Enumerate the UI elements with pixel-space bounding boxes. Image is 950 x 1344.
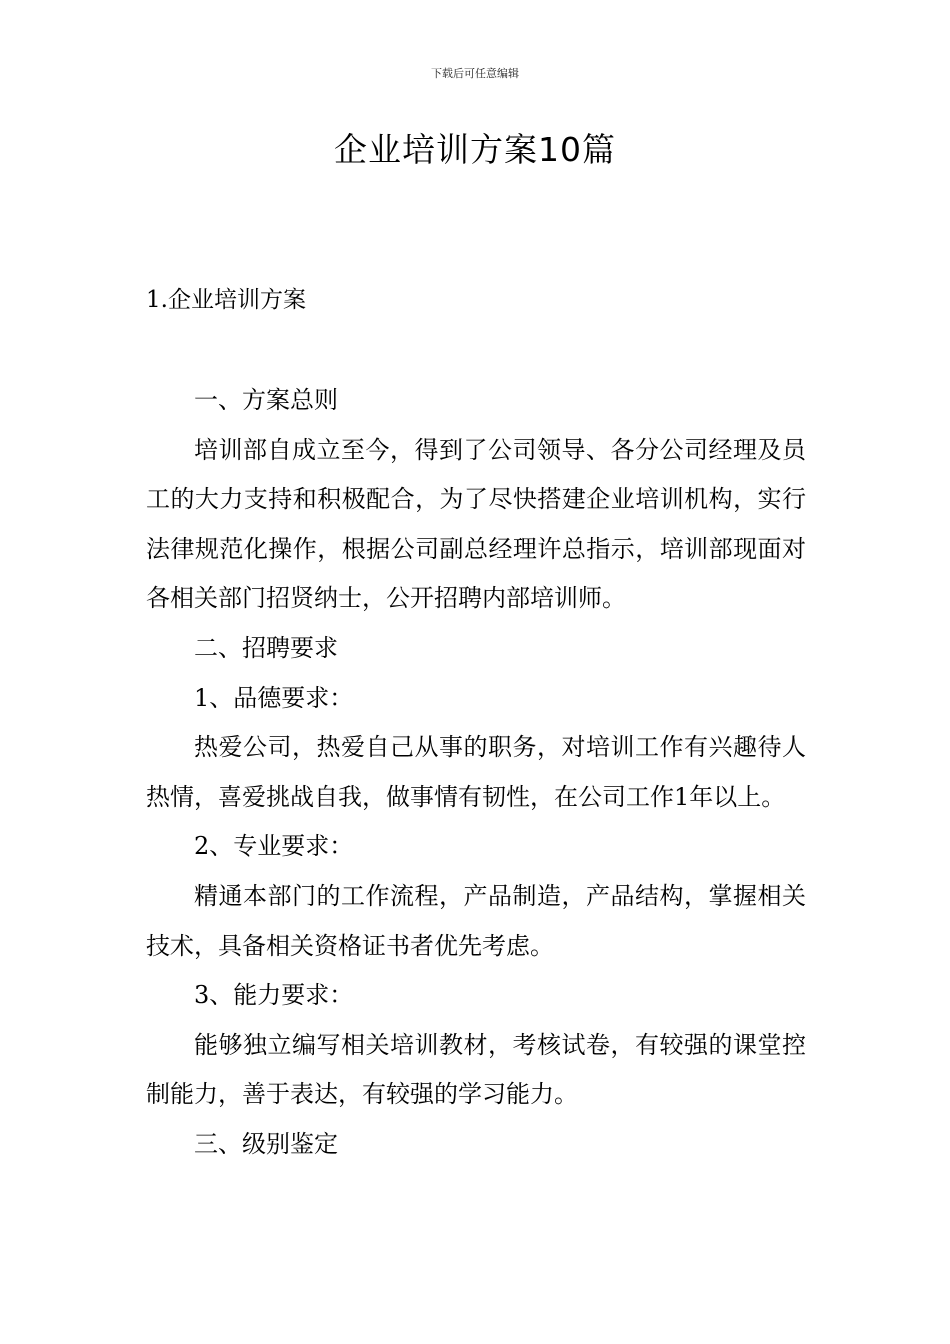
paragraph-ability-requirements: 能够独立编写相关培训教材，考核试卷，有较强的课堂控制能力，善于表达，有较强的学习能力。 [146, 1030, 806, 1109]
document-body [146, 376, 806, 1170]
subheading-professional-requirements: 2、专业要求： [194, 832, 354, 861]
paragraph-professional-requirements: 精通本部门的工作流程，产品制造，产品结构，掌握相关技术，具备相关资格证书者优先考虑。 [146, 881, 806, 960]
document-title: 企业培训方案10篇 [334, 130, 616, 169]
subheading-ability-requirements: 3、能力要求： [194, 981, 354, 1010]
section-heading: 1.企业培训方案 [146, 287, 306, 313]
heading-recruitment-requirements: 二、招聘要求 [194, 633, 338, 662]
paragraph-moral-requirements: 热爱公司，热爱自己从事的职务，对培训工作有兴趣待人热情，喜爱挑战自我，做事情有韧性，在公司工作1年以上。 [146, 733, 806, 811]
header-note: 下载后可任意编辑 [431, 67, 519, 80]
heading-level-assessment: 三、级别鉴定 [194, 1129, 338, 1158]
heading-general-principles: 一、方案总则 [194, 386, 338, 414]
paragraph-intro: 培训部自成立至今，得到了公司领导、各分公司经理及员工的大力支持和积极配合，为了尽快搭建企业培训机构，实行法律规范化操作，根据公司副总经理许总指示，培训部现面对各相关部门招贤纳士，公开招聘内部培训师。 [146, 435, 806, 613]
subheading-moral-requirements: 1、品德要求： [194, 683, 354, 712]
